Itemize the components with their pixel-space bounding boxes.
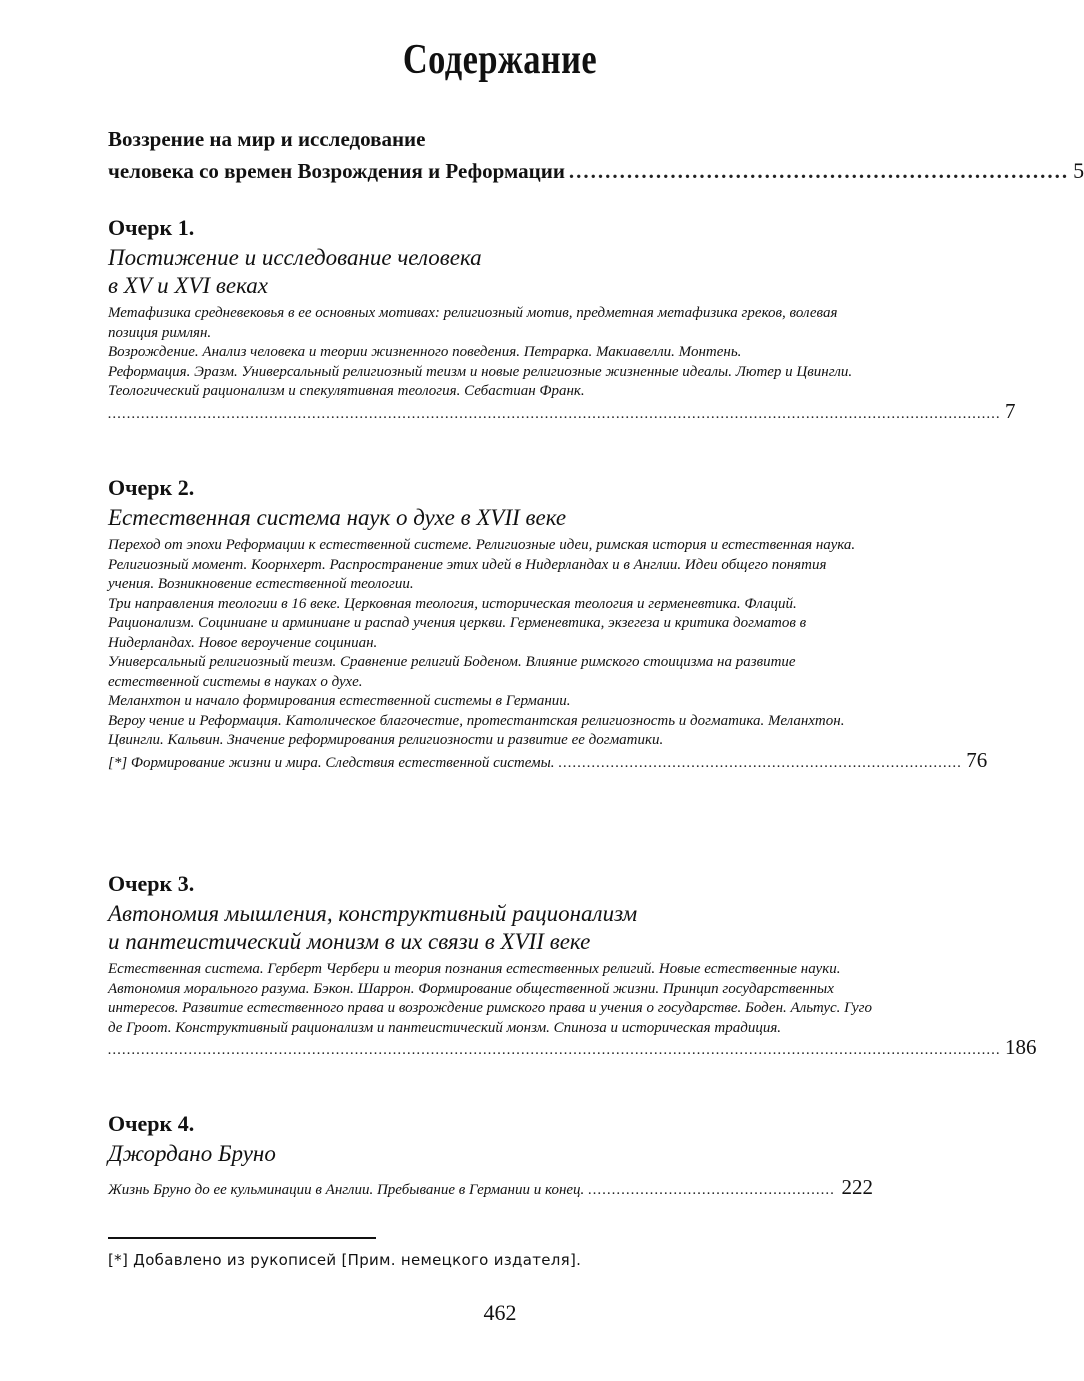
section-page-number: 7 [1005, 398, 1016, 423]
section-title [108, 900, 873, 956]
paragraph-last [108, 960, 873, 1038]
section-title-line: Джордано Бруно [108, 1141, 276, 1166]
section-body [108, 960, 1037, 1061]
paragraph: Меланхтон и начало формирования естественной системы в Германии. [108, 693, 571, 709]
paragraph: Переход от эпохи Реформации к естественной системе. Религиозные идеи, римская история и естественная наука. [108, 537, 856, 553]
intro-entry [108, 124, 1084, 187]
section-title [108, 1140, 873, 1168]
section-title-line: Автономия мышления, конструктивный рационализм [108, 901, 638, 926]
section-title-line: в XV и XVI веках [108, 273, 269, 298]
paragraph-last-text: Жизнь Бруно до ее кульминации в Англии. Пребывание в Германии и конец. [108, 1182, 585, 1198]
section-heading: Очерк 2. [108, 475, 195, 500]
section-title-line: и пантеистический монизм в их связи в XVII веке [108, 929, 591, 954]
page-title: Содержание [402, 37, 598, 83]
section-heading: Очерк 1. [108, 215, 195, 240]
paragraph-last [108, 363, 873, 402]
paragraph-last-text: [*] Формирование жизни и мира. Следствия естественной системы. [108, 754, 555, 771]
page-number: 462 [483, 1300, 517, 1325]
paragraph-last [108, 1175, 873, 1201]
paragraph: Универсальный религиозный теизм. Сравнение религий Боденом. Влияние римского стоицизма на развитие естественной системы в науках о духе. [108, 654, 796, 690]
section-heading: Очерк 4. [108, 1111, 195, 1136]
paragraph: Рационализм. Социниане и арминиане и распад учения церкви. Герменевтика, экзегеза и критика догматов в Нидерландах. Новое вероучение социниан. [108, 615, 807, 651]
section-body [108, 304, 1016, 424]
page-ref-line [108, 1035, 1037, 1061]
intro-line-1: Воззрение на мир и исследование [108, 127, 426, 151]
section-heading: Очерк 3. [108, 871, 195, 896]
section-title [108, 244, 873, 300]
paragraph: Религиозный момент. Коорнхерт. Распространение этих идей в Нидерландах и в Англии. Идеи общего понятия учения. Возникновение естественной теологии. [108, 556, 827, 592]
footnote-rule [108, 1237, 376, 1239]
paragraph-last [108, 747, 988, 774]
intro-line-2-text: человека со времен Возрождения и Реформации [108, 159, 565, 183]
leader-dots: ..................................................................... [568, 159, 1070, 183]
section-page-number: 222 [841, 1175, 873, 1199]
leader-dots: .................................................... [588, 1182, 836, 1198]
section-title-line: Естественная система наук о духе в XVII веке [108, 505, 567, 530]
section-1 [108, 214, 1016, 424]
section-body [108, 1175, 873, 1201]
page-ref-line [108, 398, 1016, 425]
paragraph: Метафизика средневековья в ее основных мотивах: религиозный мотив, предметная метафизика греков, волевая позиция римлян. [108, 305, 838, 341]
leader-dots: ............................................................................................................................................................................................ [108, 1042, 1001, 1058]
paragraph: Возрождение. Анализ человека и теории жизненного поведения. Петрарка. Макиавелли. Монтень. [108, 344, 742, 360]
intro-line-2 [108, 155, 1084, 187]
section-title [108, 504, 873, 532]
section-title-line: Постижение и исследование человека [108, 245, 482, 270]
leader-dots: ..................................................................................... [558, 754, 963, 771]
section-body [108, 536, 988, 773]
section-page-number: 76 [966, 747, 988, 772]
paragraph-last-text: Естественная система. Герберт Чербери и теория познания естественных религий. Новые естественные науки. Автономия морального разума. Бэкон. Шаррон. Формирование общественной жизни. Принцип государственных интересов. Развитие естественного права и возрождение римского права и учения о государстве. Боден. Альтус. Гуго де Гроот. Конструктивный рационализм и пантеистический монзм. Спиноза и историческая традиция. [108, 961, 873, 1036]
section-page-number: 186 [1005, 1035, 1037, 1059]
section-3 [108, 870, 1037, 1061]
section-2 [108, 474, 988, 773]
paragraph-last-text: Реформация. Эразм. Универсальный религиозный теизм и новые религиозные жизненные идеалы. Лютер и Цвингли. Теологический рационализм и спекулятивная теология. Себастиан Франк. [108, 363, 853, 399]
paragraph: Три направления теологии в 16 веке. Церковная теология, историческая теология и герменевтика. Флаций. [108, 595, 797, 612]
intro-page-number: 5 [1073, 158, 1084, 183]
footnote: [*] Добавлено из рукописей [Прим. немецкого издателя]. [108, 1251, 582, 1269]
paragraph: Вероу чение и Реформация. Католическое благочестие, протестантская религиозность и догматика. Меланхтон. Цвингли. Кальвин. Значение реформирования религиозности и развитие ее догматики. [108, 712, 845, 748]
leader-dots: ............................................................................................................................................................................................ [108, 405, 1001, 422]
section-4 [108, 1110, 873, 1201]
